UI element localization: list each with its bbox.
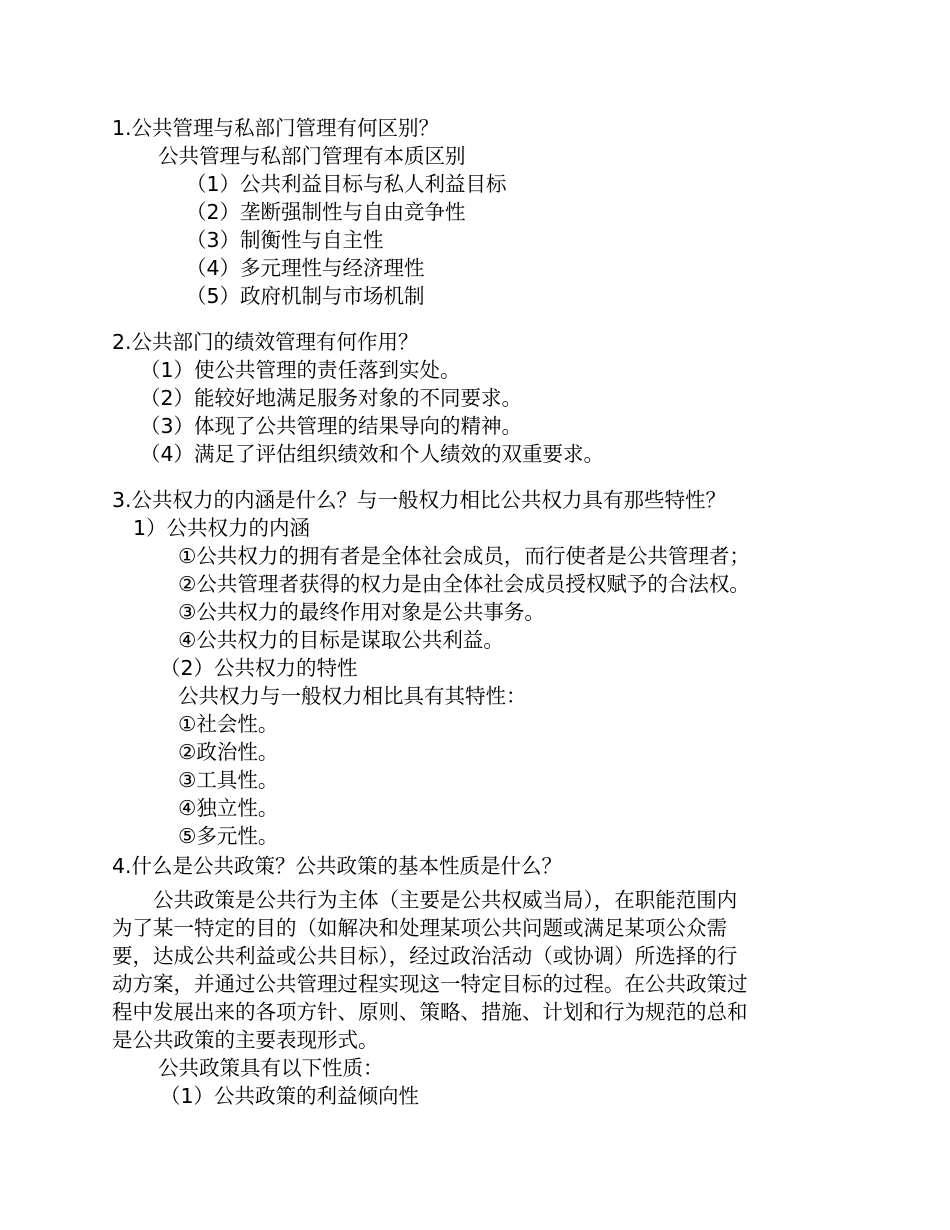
question-2-title: 2.公共部门的绩效管理有何作用？ [112, 330, 419, 354]
question-4-nature-intro: 公共政策具有以下性质： [158, 1056, 384, 1080]
question-4-nature-item: （1）公共政策的利益倾向性 [160, 1084, 420, 1108]
question-3-part1-item: ②公共管理者获得的权力是由全体社会成员授权赋予的合法权。 [178, 572, 750, 596]
question-1-item: （3）制衡性与自主性 [186, 228, 384, 252]
question-1-item: （1）公共利益目标与私人利益目标 [186, 172, 507, 196]
question-2-item: （3）体现了公共管理的结果导向的精神。 [140, 414, 523, 438]
paragraph-line: 为了某一特定的目的（如解决和处理某项公共问题或满足某项公众需 [112, 916, 727, 940]
question-3-title: 3.公共权力的内涵是什么？与一般权力相比公共权力具有那些特性？ [112, 488, 727, 512]
paragraph-line: 公共政策是公共行为主体（主要是公共权威当局），在职能范围内 [112, 888, 738, 912]
question-1-intro: 公共管理与私部门管理有本质区别 [158, 144, 466, 168]
question-3-part1-heading: 1）公共权力的内涵 [133, 516, 311, 540]
question-3-part2-item: ⑤多元性。 [178, 824, 279, 848]
question-3-part2-intro: 公共权力与一般权力相比具有其特性： [178, 684, 527, 708]
question-1-item: （2）垄断强制性与自由竞争性 [186, 200, 466, 224]
question-1-title: 1.公共管理与私部门管理有何区别？ [112, 116, 440, 140]
question-1-item: （4）多元理性与经济理性 [186, 256, 425, 280]
question-3-part2-item: ③工具性。 [178, 768, 279, 792]
question-3-part1-item: ④公共权力的目标是谋取公共利益。 [178, 628, 504, 652]
question-1-item: （5）政府机制与市场机制 [186, 284, 425, 308]
question-3-part2-item: ④独立性。 [178, 796, 279, 820]
question-2-item: （1）使公共管理的责任落到实处。 [140, 358, 461, 382]
question-2-item: （2）能较好地满足服务对象的不同要求。 [140, 386, 523, 410]
question-3-part2-item: ②政治性。 [178, 740, 279, 764]
question-2-item: （4）满足了评估组织绩效和个人绩效的双重要求。 [140, 442, 605, 466]
paragraph-line: 是公共政策的主要表现形式。 [112, 1028, 379, 1052]
paragraph-line: 要，达成公共利益或公共目标），经过政治活动（或协调）所选择的行 [112, 944, 738, 968]
question-4-title: 4.什么是公共政策？公共政策的基本性质是什么？ [112, 854, 563, 878]
paragraph-line: 程中发展出来的各项方针、原则、策略、措施、计划和行为规范的总和 [112, 1000, 748, 1024]
question-4-paragraph [112, 886, 834, 1054]
question-3-part2-heading: （2）公共权力的特性 [160, 656, 358, 680]
question-3-part2-item: ①社会性。 [178, 712, 279, 736]
question-3-part1-item: ③公共权力的最终作用对象是公共事务。 [178, 600, 545, 624]
paragraph-line: 动方案，并通过公共管理过程实现这一特定目标的过程。在公共政策过 [112, 972, 748, 996]
question-3-part1-item: ①公共权力的拥有者是全体社会成员，而行使者是公共管理者； [178, 544, 750, 568]
